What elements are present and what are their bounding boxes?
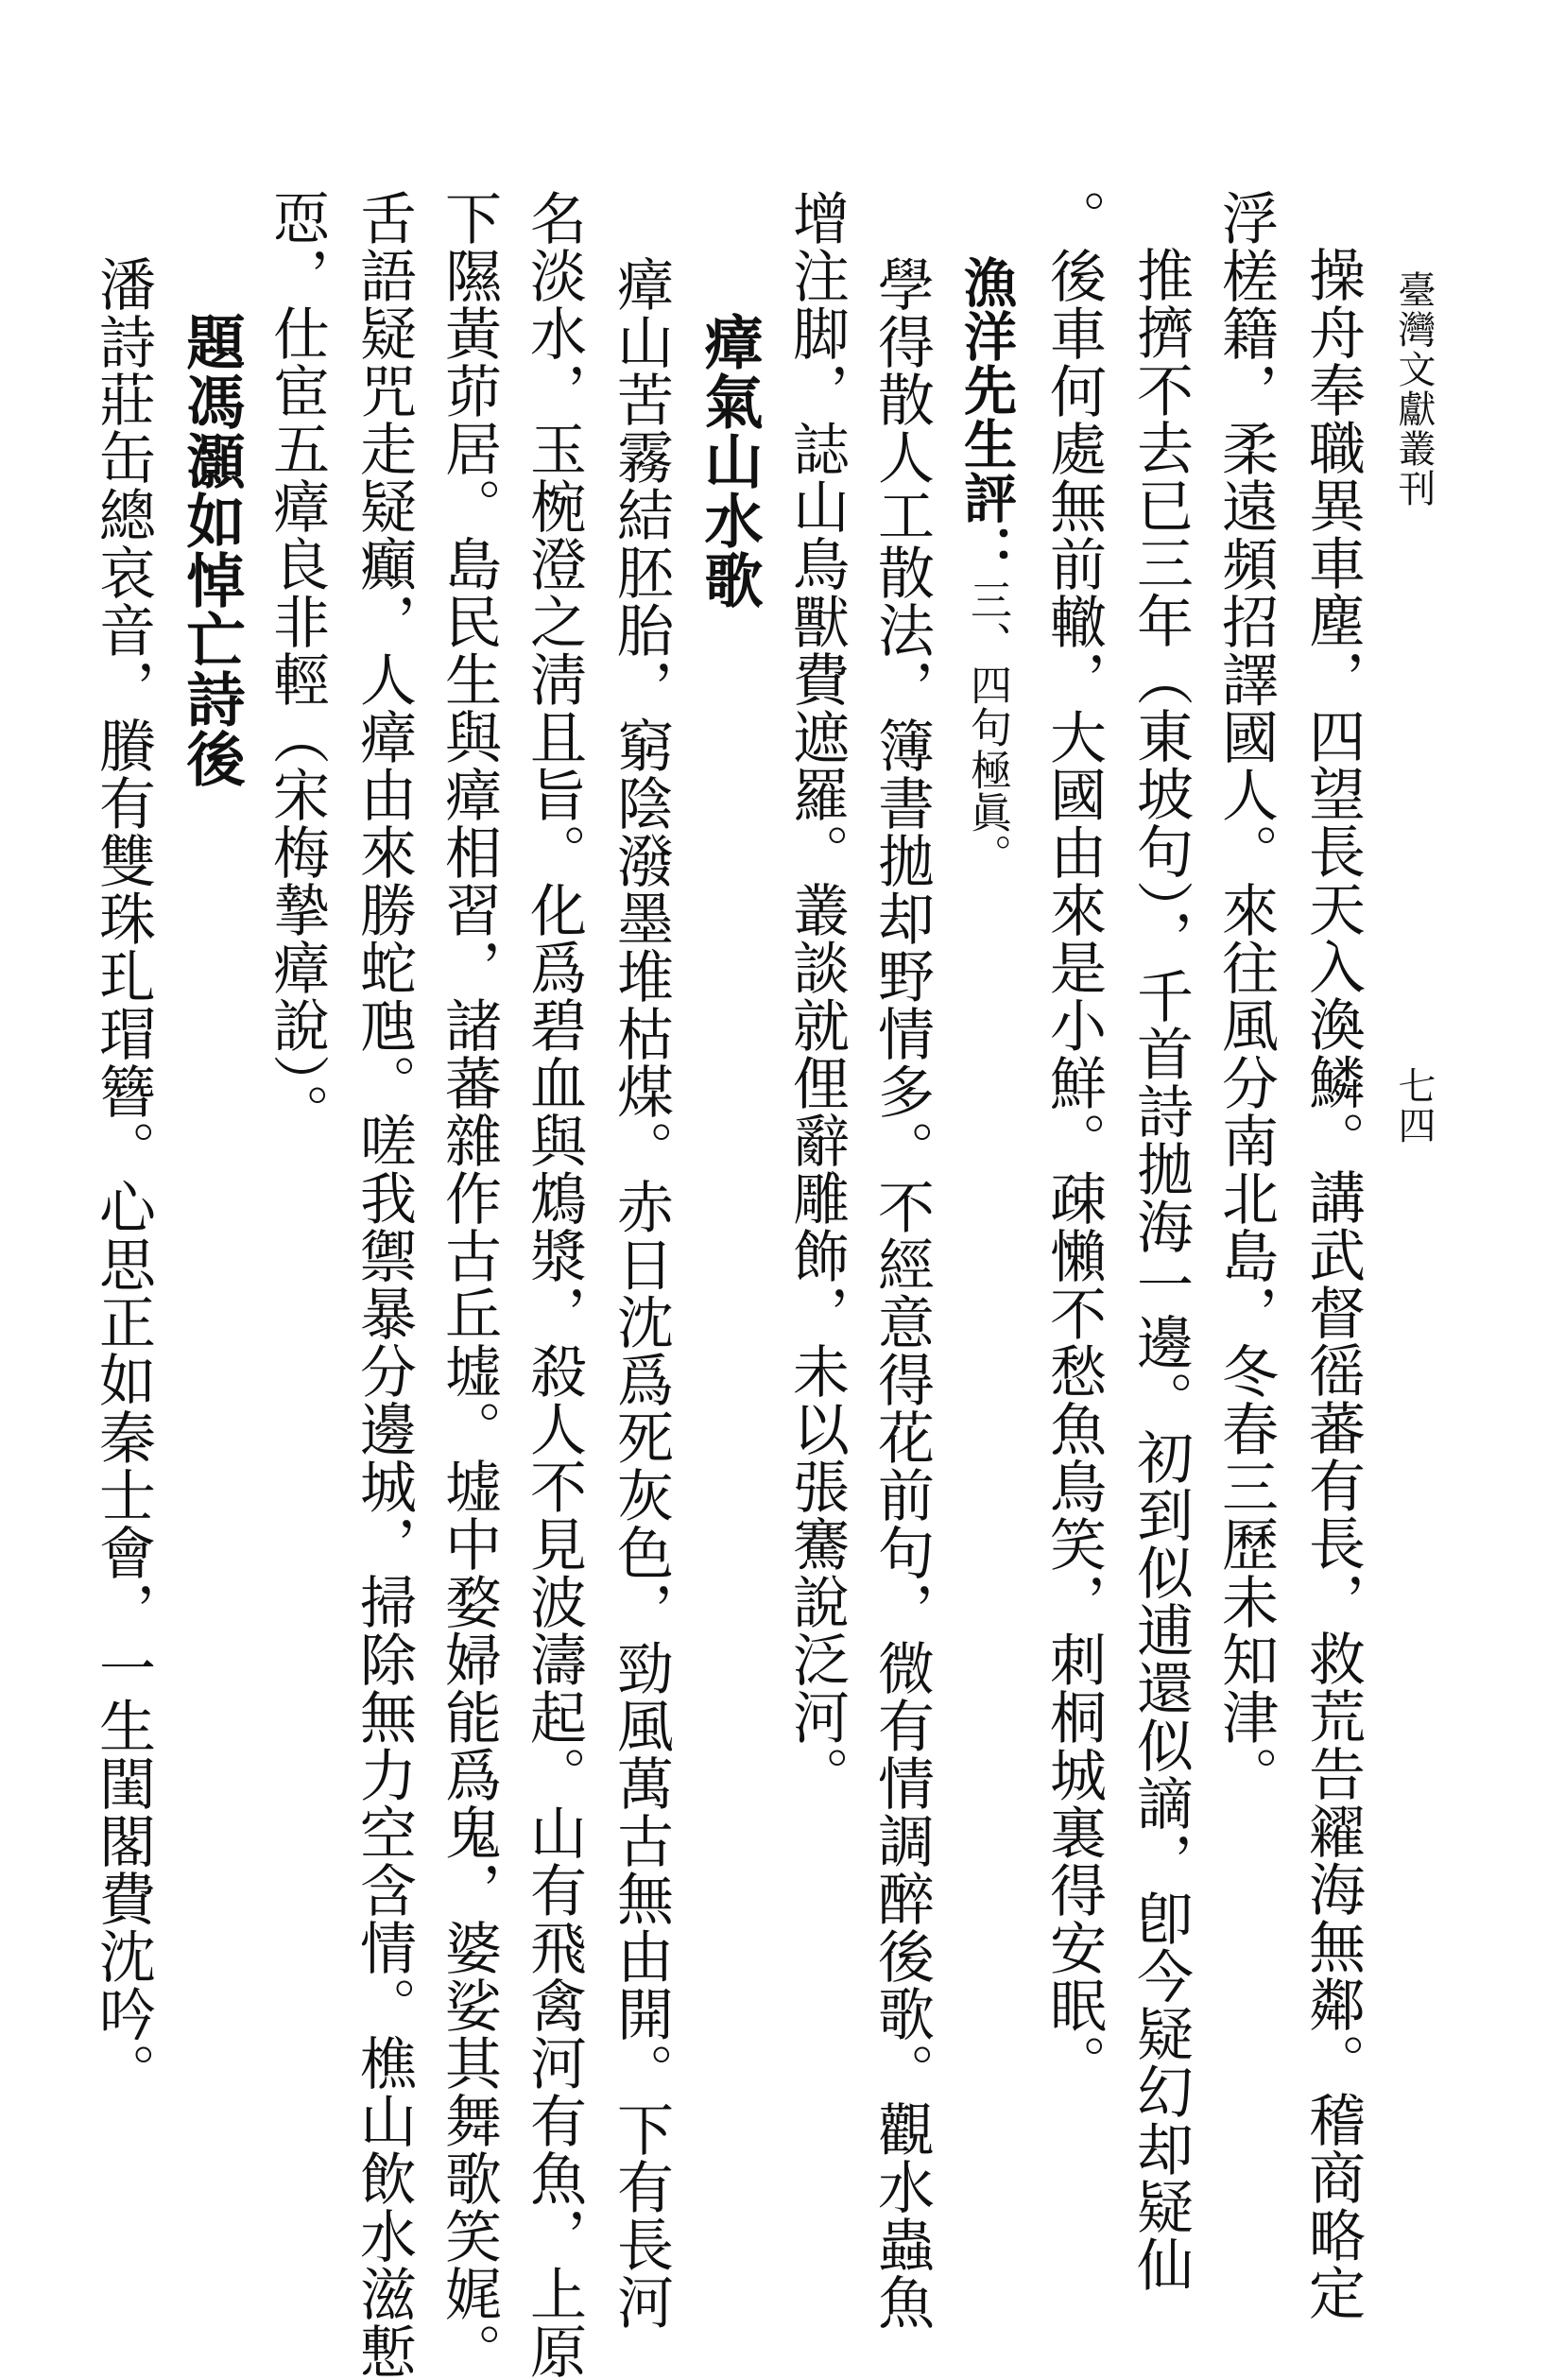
poem-line: 恧，仕宦五瘴良非輕（宋梅摯瘴說）。 <box>264 189 330 1141</box>
poem-line: 潘詩莊缶總哀音，賸有雙珠玌瑁簪。心思正如秦士會，一生閨閣費沈吟。 <box>90 255 156 2100</box>
poem-line: 操舟奉職異車塵，四望長天入渙鱗。講武督徭蕃有長，救荒告糴海無鄰。稽商略定 <box>1299 246 1366 2321</box>
poem-title: 題馮灝如悼亡詩後 <box>177 312 246 788</box>
poem-line: 。後車何處無前轍，大國由來是小鮮。疎懶不愁魚鳥笑，刺桐城裏得安眠。 <box>1040 189 1107 2092</box>
critique-text: 三、四句極眞。 <box>963 578 1011 876</box>
poem-line: 下隰黃茆居。島民生與瘴相習，諸蕃雜作古丘墟。墟中婺婦能爲鬼，婆娑其舞歌笑娓。 <box>436 189 502 2380</box>
poem-line: 學得散人工散法，簿書拋却野情多。不經意得花前句，微有情調醉後歌。觀水蟲魚 <box>868 255 935 2331</box>
poem-title: 瘴氣山水歌 <box>695 312 764 610</box>
book-title: 臺灣文獻叢刊 <box>1392 270 1436 509</box>
poem-line: 浮槎籍，柔遠頻招譯國人。來往風分南北島，冬春三歷未知津。 <box>1212 189 1279 1803</box>
page-number: 七四 <box>1392 1066 1436 1146</box>
poem-line: 名淡水，玉椀澄之淸且旨。化爲碧血與鴆漿，殺人不見波濤起。山有飛禽河有魚，上原 <box>521 189 587 2380</box>
poem-line: 推擠不去已三年（東坡句），千首詩拋海一邊。初到似逋還似謫，卽今疑幻却疑仙 <box>1127 246 1194 2293</box>
poem-line: 增注脚，誌山鳥獸費遮羅。叢談就俚辭雕飾，未以張騫說泛河。 <box>783 189 850 1803</box>
critique-note <box>955 255 1018 876</box>
poem-line: 瘴山苦霧結胚胎，窮陰潑墨堆枯煤。赤日沈爲死灰色，勁風萬古無由開。下有長河 <box>608 255 674 2331</box>
critique-label: 漁洋先生評： <box>955 255 1018 578</box>
poem-line: 舌語疑咒走疑癲，人瘴由來勝蛇虺。嗟我禦暴分邊城，掃除無力空含情。樵山飲水滋慙 <box>351 189 417 2380</box>
